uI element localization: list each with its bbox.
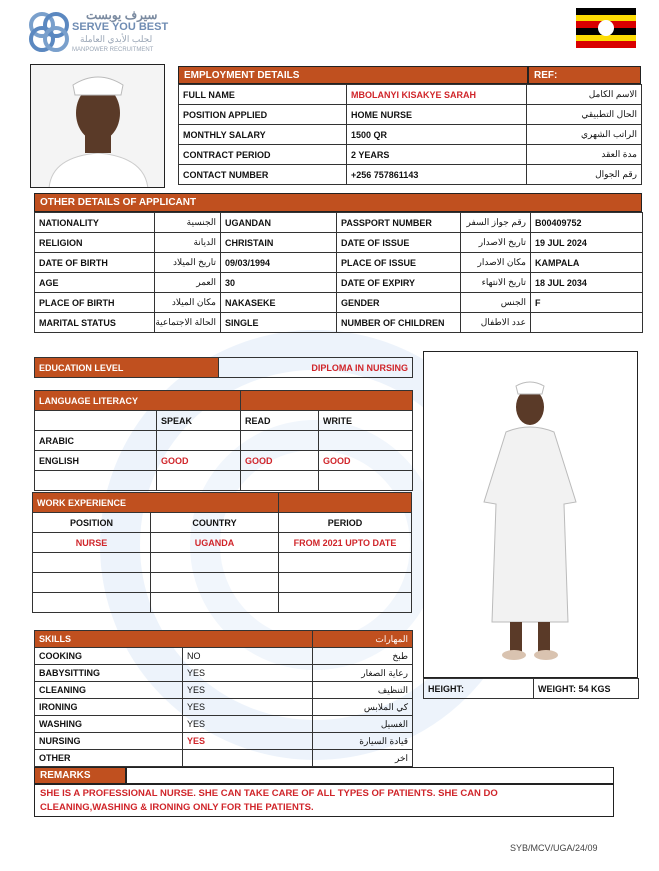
skill-arabic-label: رعاية الصغار: [313, 665, 413, 682]
skills-header-ar: المهارات: [313, 631, 413, 648]
remarks-line-2: CLEANING,WASHING & IRONING ONLY FOR THE PATIENTS.: [40, 802, 314, 813]
field-label: PLACE OF BIRTH: [35, 293, 155, 313]
logo-name: SERVE YOU BEST: [72, 21, 169, 33]
field-value: SINGLE: [221, 313, 337, 333]
employment-header: EMPLOYMENT DETAILS: [178, 66, 528, 84]
field-label: DATE OF BIRTH: [35, 253, 155, 273]
field-value: CHRISTAIN: [221, 233, 337, 253]
language-name: ARABIC: [35, 431, 157, 451]
language-table: [34, 390, 413, 491]
other-details-row: [35, 213, 643, 233]
work-column-header: POSITION: [33, 513, 151, 533]
language-row: [35, 431, 413, 451]
employment-row: [179, 105, 642, 125]
work-column-header: COUNTRY: [151, 513, 279, 533]
field-value: UGANDAN: [221, 213, 337, 233]
footer-code: SYB/MCV/UGA/24/09: [510, 843, 598, 853]
field-label: PASSPORT NUMBER: [337, 213, 461, 233]
skill-value: YES: [183, 699, 313, 716]
field-arabic-label: مكان الاصدار: [461, 253, 531, 273]
employment-value: 1500 QR: [347, 125, 527, 145]
remarks-box: [34, 784, 614, 817]
language-speak: [157, 431, 241, 451]
employment-row: [179, 165, 642, 185]
other-details-table: [34, 212, 643, 333]
language-column-header: SPEAK: [157, 411, 241, 431]
other-details-row: [35, 273, 643, 293]
work-position: NURSE: [33, 533, 151, 553]
skill-name: BABYSITTING: [35, 665, 183, 682]
uganda-flag: [576, 8, 636, 48]
remarks-line-1: SHE IS A PROFESSIONAL NURSE. SHE CAN TAKE CARE OF ALL TYPES OF PATIENTS. SHE CAN DO: [40, 788, 498, 799]
work-row: [33, 533, 412, 553]
employment-row: [179, 85, 642, 105]
language-write: [319, 431, 413, 451]
field-label: AGE: [35, 273, 155, 293]
field-value: KAMPALA: [531, 253, 643, 273]
skill-name: WASHING: [35, 716, 183, 733]
field-label: MARITAL STATUS: [35, 313, 155, 333]
field-value: 09/03/1994: [221, 253, 337, 273]
field-arabic-label: الجنس: [461, 293, 531, 313]
skill-name: COOKING: [35, 648, 183, 665]
language-read: [241, 431, 319, 451]
employment-value: MBOLANYI KISAKYE SARAH: [347, 85, 527, 105]
employment-table: [178, 84, 642, 185]
education-label: EDUCATION LEVEL: [35, 358, 219, 378]
skill-value: YES: [183, 716, 313, 733]
employment-arabic-label: رقم الجوال: [527, 165, 642, 185]
physical-table: [423, 678, 639, 699]
logo-sub: MANPOWER RECRUITMENT: [72, 47, 154, 53]
language-speak: GOOD: [157, 451, 241, 471]
field-value: 30: [221, 273, 337, 293]
field-value: F: [531, 293, 643, 313]
language-row: [35, 451, 413, 471]
skill-name: IRONING: [35, 699, 183, 716]
field-arabic-label: تاريخ الميلاد: [155, 253, 221, 273]
employment-value: HOME NURSE: [347, 105, 527, 125]
field-arabic-label: تاريخ الانتهاء: [461, 273, 531, 293]
skill-row: [35, 733, 413, 750]
field-arabic-label: الجنسية: [155, 213, 221, 233]
other-details-row: [35, 253, 643, 273]
logo-arabic: سيرف يوبست: [86, 8, 158, 22]
work-table: [32, 492, 412, 613]
field-value: [531, 313, 643, 333]
field-label: PLACE OF ISSUE: [337, 253, 461, 273]
language-name: ENGLISH: [35, 451, 157, 471]
skill-row: [35, 750, 413, 767]
other-details-header: OTHER DETAILS OF APPLICANT: [34, 193, 642, 212]
skill-arabic-label: طبخ: [313, 648, 413, 665]
skill-arabic-label: التنظيف: [313, 682, 413, 699]
employment-label: CONTRACT PERIOD: [179, 145, 347, 165]
employment-value: +256 757861143: [347, 165, 527, 185]
skill-value: [183, 750, 313, 767]
employment-row: [179, 125, 642, 145]
skill-arabic-label: قيادة السيارة: [313, 733, 413, 750]
skill-value: YES: [183, 733, 313, 750]
employment-row: [179, 145, 642, 165]
work-country: UGANDA: [151, 533, 279, 553]
education-value: DIPLOMA IN NURSING: [219, 358, 413, 378]
weight-value: WEIGHT: 54 KGS: [534, 679, 639, 699]
language-column-header: WRITE: [319, 411, 413, 431]
skill-row: [35, 699, 413, 716]
skill-arabic-label: كي الملابس: [313, 699, 413, 716]
other-details-row: [35, 313, 643, 333]
field-label: DATE OF ISSUE: [337, 233, 461, 253]
skill-arabic-label: اخر: [313, 750, 413, 767]
field-value: NAKASEKE: [221, 293, 337, 313]
company-logo: [28, 8, 188, 58]
employment-label: FULL NAME: [179, 85, 347, 105]
skill-name: CLEANING: [35, 682, 183, 699]
language-column-header: READ: [241, 411, 319, 431]
language-write: GOOD: [319, 451, 413, 471]
skill-arabic-label: الغسيل: [313, 716, 413, 733]
skill-row: [35, 716, 413, 733]
skill-value: YES: [183, 682, 313, 699]
field-label: DATE OF EXPIRY: [337, 273, 461, 293]
remarks-header: REMARKS: [34, 767, 126, 784]
full-body-photo: [423, 351, 638, 678]
field-arabic-label: الحالة الاجتماعية: [155, 313, 221, 333]
employment-arabic-label: مدة العقد: [527, 145, 642, 165]
field-arabic-label: مكان الميلاد: [155, 293, 221, 313]
logo-icon: [28, 10, 70, 54]
headshot-photo: [30, 64, 165, 188]
field-value: B00409752: [531, 213, 643, 233]
height-label: HEIGHT:: [424, 679, 534, 699]
field-value: 18 JUL 2034: [531, 273, 643, 293]
other-details-row: [35, 233, 643, 253]
skills-table: [34, 630, 413, 767]
ref-header: REF:: [528, 66, 641, 84]
skill-value: NO: [183, 648, 313, 665]
other-details-row: [35, 293, 643, 313]
employment-value: 2 YEARS: [347, 145, 527, 165]
language-read: GOOD: [241, 451, 319, 471]
skill-name: NURSING: [35, 733, 183, 750]
field-label: NUMBER OF CHILDREN: [337, 313, 461, 333]
skills-header: SKILLS: [35, 631, 313, 648]
logo-arabic-sub: لجلب الأيدي العاملة: [80, 34, 153, 44]
skill-row: [35, 665, 413, 682]
language-header: LANGUAGE LITERACY: [35, 391, 241, 411]
field-label: GENDER: [337, 293, 461, 313]
field-arabic-label: رقم جواز السفر: [461, 213, 531, 233]
field-value: 19 JUL 2024: [531, 233, 643, 253]
work-period: FROM 2021 UPTO DATE: [279, 533, 412, 553]
employment-label: MONTHLY SALARY: [179, 125, 347, 145]
education-table: [34, 357, 413, 378]
employment-arabic-label: الحال التطبيقي: [527, 105, 642, 125]
work-column-header: PERIOD: [279, 513, 412, 533]
field-arabic-label: العمر: [155, 273, 221, 293]
employment-arabic-label: الاسم الكامل: [527, 85, 642, 105]
skill-name: OTHER: [35, 750, 183, 767]
skill-value: YES: [183, 665, 313, 682]
field-arabic-label: تاريخ الاصدار: [461, 233, 531, 253]
field-arabic-label: عدد الاطفال: [461, 313, 531, 333]
field-label: NATIONALITY: [35, 213, 155, 233]
employment-arabic-label: الراتب الشهري: [527, 125, 642, 145]
employment-label: POSITION APPLIED: [179, 105, 347, 125]
skill-row: [35, 648, 413, 665]
field-label: RELIGION: [35, 233, 155, 253]
employment-label: CONTACT NUMBER: [179, 165, 347, 185]
work-header: WORK EXPERIENCE: [33, 493, 279, 513]
skill-row: [35, 682, 413, 699]
field-arabic-label: الديانة: [155, 233, 221, 253]
